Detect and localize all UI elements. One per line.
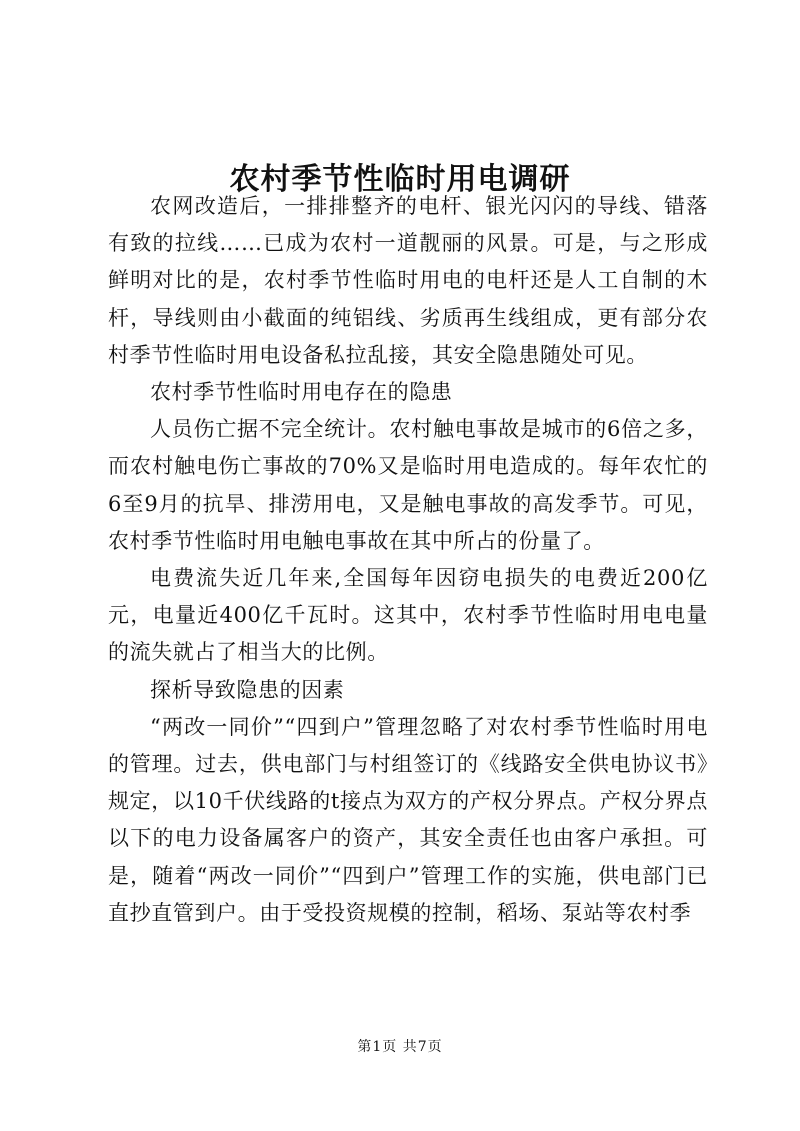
document-title: 农村季节性临时用电调研 — [229, 162, 571, 198]
section-heading-hazards: 农村季节性临时用电存在的隐患 — [150, 380, 453, 405]
paragraph-management: “两改一同价”“四到户”管理忽略了对农村季节性临时用电的管理。过去，供电部门与村组签订的《线路安全供电协议书》规定，以10千伏线路的t接点为双方的产权分界点。产权分界点以下的电力设备属客户的资产，其安全责任也由客户承担。可是，随着“两改一同价”“四到户”管理工作的实施，供电部门已直抄直管到户。由于受投资规模的控制，稻场、泵站等农村季 — [108, 714, 708, 925]
paragraph-electricity-loss: 电费流失近几年来,全国每年因窃电损失的电费近200亿元，电量近400亿千瓦时。这其中，农村季节性临时用电电量的流失就占了相当大的比例。 — [108, 566, 708, 665]
paragraph-intro: 农网改造后，一排排整齐的电杆、银光闪闪的导线、错落有致的拉线……已成为农村一道靓丽的风景。可是，与之形成鲜明对比的是，农村季节性临时用电的电杆还是人工自制的木杆，导线则由小截面的纯铝线、劣质再生线组成，更有部分农村季节性临时用电设备私拉乱接，其安全隐患随处可见。 — [108, 194, 708, 367]
page-footer: 第1页 共7页 — [357, 1039, 443, 1055]
document-body — [108, 188, 708, 932]
paragraph-casualties: 人员伤亡据不完全统计。农村触电事故是城市的6倍之多，而农村触电伤亡事故的70%又是临时用电造成的。每年农忙的6至9月的抗旱、排涝用电，又是触电事故的高发季节。可见，农村季节性临时用电触电事故在其中所占的份量了。 — [108, 417, 708, 553]
section-heading-factors: 探析导致隐患的因素 — [150, 677, 345, 702]
